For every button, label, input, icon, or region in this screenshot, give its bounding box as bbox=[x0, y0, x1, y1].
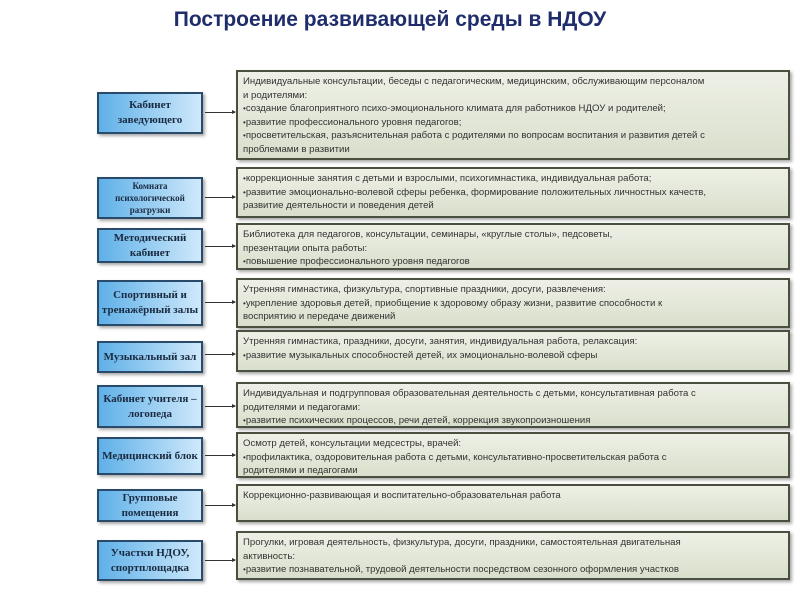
room-box: Кабинет заведующего bbox=[97, 92, 203, 134]
description-text: Коррекционно-развивающая и воспитательно-образовательная работа bbox=[243, 490, 561, 501]
room-box: Музыкальный зал bbox=[97, 341, 203, 373]
description-text: Утренняя гимнастика, физкультура, спортивные праздники, досуги, развлечения: bbox=[243, 284, 606, 295]
page-title-text: Построение развивающей среды в НДОУ bbox=[173, 8, 607, 31]
description-box bbox=[236, 484, 790, 522]
description-text: Библиотека для педагогов, консультации, семинары, «круглые столы», педсоветы, bbox=[243, 229, 613, 240]
room-box: Комната психологической разгрузки bbox=[97, 177, 203, 219]
description-box bbox=[236, 223, 790, 270]
connector-arrow bbox=[205, 406, 235, 407]
room-box: Групповые помещения bbox=[97, 489, 203, 522]
description-text: Индивидуальные консультации, беседы с педагогическим, медицинским, обслуживающим персоналом bbox=[243, 76, 705, 87]
description-box bbox=[236, 382, 790, 428]
description-box bbox=[236, 278, 790, 328]
description-box bbox=[236, 432, 790, 478]
room-box: Методический кабинет bbox=[97, 228, 203, 263]
description-box bbox=[236, 70, 790, 160]
connector-arrow bbox=[205, 246, 235, 247]
description-text: и родителями: bbox=[243, 89, 308, 101]
bullet-item: • просветительская, разъяснительная работа с родителями по вопросам воспитания и развития детей с bbox=[243, 129, 782, 143]
bullet-item: • развитие познавательной, трудовой деятельности посредством сезонного оформления участков bbox=[243, 563, 782, 577]
description-text: Прогулки, игровая деятельность, физкультура, досуги, праздники, самостоятельная двигательная bbox=[243, 537, 681, 548]
room-box: Кабинет учителя – логопеда bbox=[97, 385, 203, 428]
description-text: родителями и педагогами bbox=[243, 465, 358, 477]
connector-arrow bbox=[205, 112, 235, 113]
description-box bbox=[236, 167, 790, 218]
room-box: Спортивный и тренажёрный залы bbox=[97, 280, 203, 326]
description-text: презентации опыта работы: bbox=[243, 242, 368, 254]
bullet-item: • развитие эмоционально-волевой сферы ребенка, формирование положительных личностных качеств, bbox=[243, 186, 782, 200]
description-text: восприятию и передаче движений bbox=[243, 311, 396, 323]
description-box bbox=[236, 531, 790, 580]
room-box: Медицинский блок bbox=[97, 437, 203, 475]
bullet-item: • развитие музыкальных способностей детей, их эмоционально-волевой сферы bbox=[243, 349, 782, 363]
description-text: Индивидуальная и подгрупповая образовательная деятельность с детьми, консультативная работа с bbox=[243, 388, 696, 399]
description-text: родителями и педагогами: bbox=[243, 401, 361, 413]
description-text: проблемами в развитии bbox=[243, 144, 350, 156]
connector-arrow bbox=[205, 302, 235, 303]
room-box: Участки НДОУ, спортплощадка bbox=[97, 540, 203, 581]
bullet-item: • коррекционные занятия с детьми и взрослыми, психогимнастика, индивидуальная работа; bbox=[243, 172, 782, 186]
bullet-item: • укрепление здоровья детей, приобщение к здоровому образу жизни, развитие способности к bbox=[243, 297, 782, 311]
page-title bbox=[0, 8, 800, 32]
description-text: активность: bbox=[243, 550, 295, 562]
bullet-item: • профилактика, оздоровительная работа с детьми, консультативно-просветительская работа с bbox=[243, 451, 782, 465]
description-text: развитие деятельности и поведения детей bbox=[243, 200, 434, 212]
bullet-item: • создание благоприятного психо-эмоционального климата для работников НДОУ и родителей; bbox=[243, 102, 782, 116]
description-text: Утренняя гимнастика, праздники, досуги, занятия, индивидуальная работа, релаксация: bbox=[243, 336, 638, 347]
description-text: Осмотр детей, консультации медсестры, врачей: bbox=[243, 438, 462, 449]
description-box bbox=[236, 330, 790, 372]
connector-arrow bbox=[205, 354, 235, 355]
connector-arrow bbox=[205, 455, 235, 456]
bullet-item: • развитие психических процессов, речи детей, коррекция звукопроизношения bbox=[243, 414, 782, 428]
connector-arrow bbox=[205, 505, 235, 506]
connector-arrow bbox=[205, 560, 235, 561]
bullet-item: • развитие профессионального уровня педагогов; bbox=[243, 116, 782, 130]
bullet-item: • повышение профессионального уровня педагогов bbox=[243, 255, 782, 269]
connector-arrow bbox=[205, 197, 235, 198]
